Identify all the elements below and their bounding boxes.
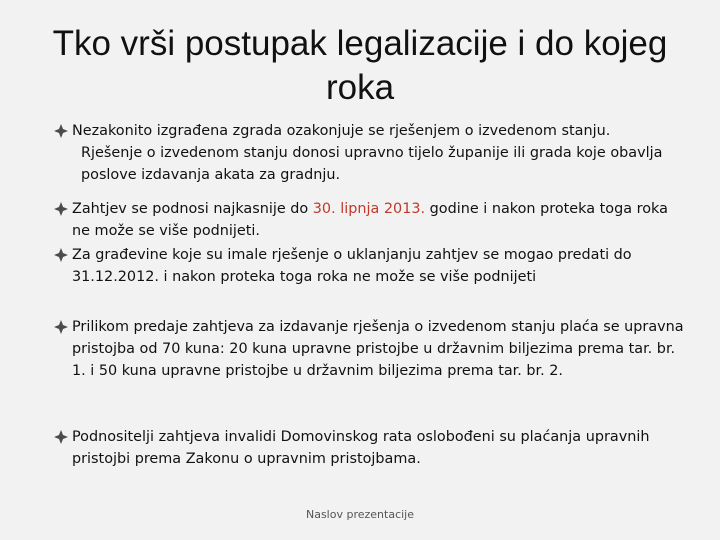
bullet-text-part: godine i nakon proteka toga roka ne može se više podnijeti. (72, 201, 668, 239)
bullet-text: Podnositelji zahtjeva invalidi Domovinskog rata oslobođeni su plaćanja upravnih pristojbi prema Zakonu o upravnim pristojbama. (72, 429, 650, 467)
bullet-item (56, 316, 686, 382)
bullet-subtext: Rješenje o izvedenom stanju donosi upravno tijelo županije ili grada koje obavlja poslove izdavanja akata za gradnju. (81, 145, 663, 183)
bullet-text: Prilikom predaje zahtjeva za izdavanje rješenja o izvedenom stanju plaća se upravna pristojba od 70 kuna: 20 kuna upravne pristojbe u državnim biljezima prema tar. br. 1. i 50 kuna upravne pristojbe u državnim biljezima prema tar. br. 2. (72, 319, 684, 379)
diamond-bullet-icon (54, 430, 68, 444)
diamond-bullet-icon (54, 248, 68, 262)
bullet-text: Za građevine koje su imale rješenje o uklanjanju zahtjev se mogao predati do 31.12.2012. i nakon proteka toga roka ne može se više podnijeti (72, 247, 632, 285)
bullet-text: Nezakonito izgrađena zgrada ozakonjuje se rješenjem o izvedenom stanju. (72, 123, 611, 139)
deadline-highlight: 30. lipnja 2013. (312, 201, 426, 217)
bullet-text-part: Zahtjev se podnosi najkasnije do (72, 201, 313, 217)
slide-title: Tko vrši postupak legalizacije i do kojeg roka (52, 24, 668, 107)
bullet-item (56, 244, 686, 288)
diamond-bullet-icon (54, 320, 68, 334)
diamond-bullet-icon (54, 202, 68, 216)
bullet-item (56, 198, 686, 242)
footer-text: Naslov prezentacije (305, 508, 415, 521)
bullet-item (56, 426, 686, 470)
diamond-bullet-icon (54, 124, 68, 138)
bullet-item (56, 120, 686, 186)
